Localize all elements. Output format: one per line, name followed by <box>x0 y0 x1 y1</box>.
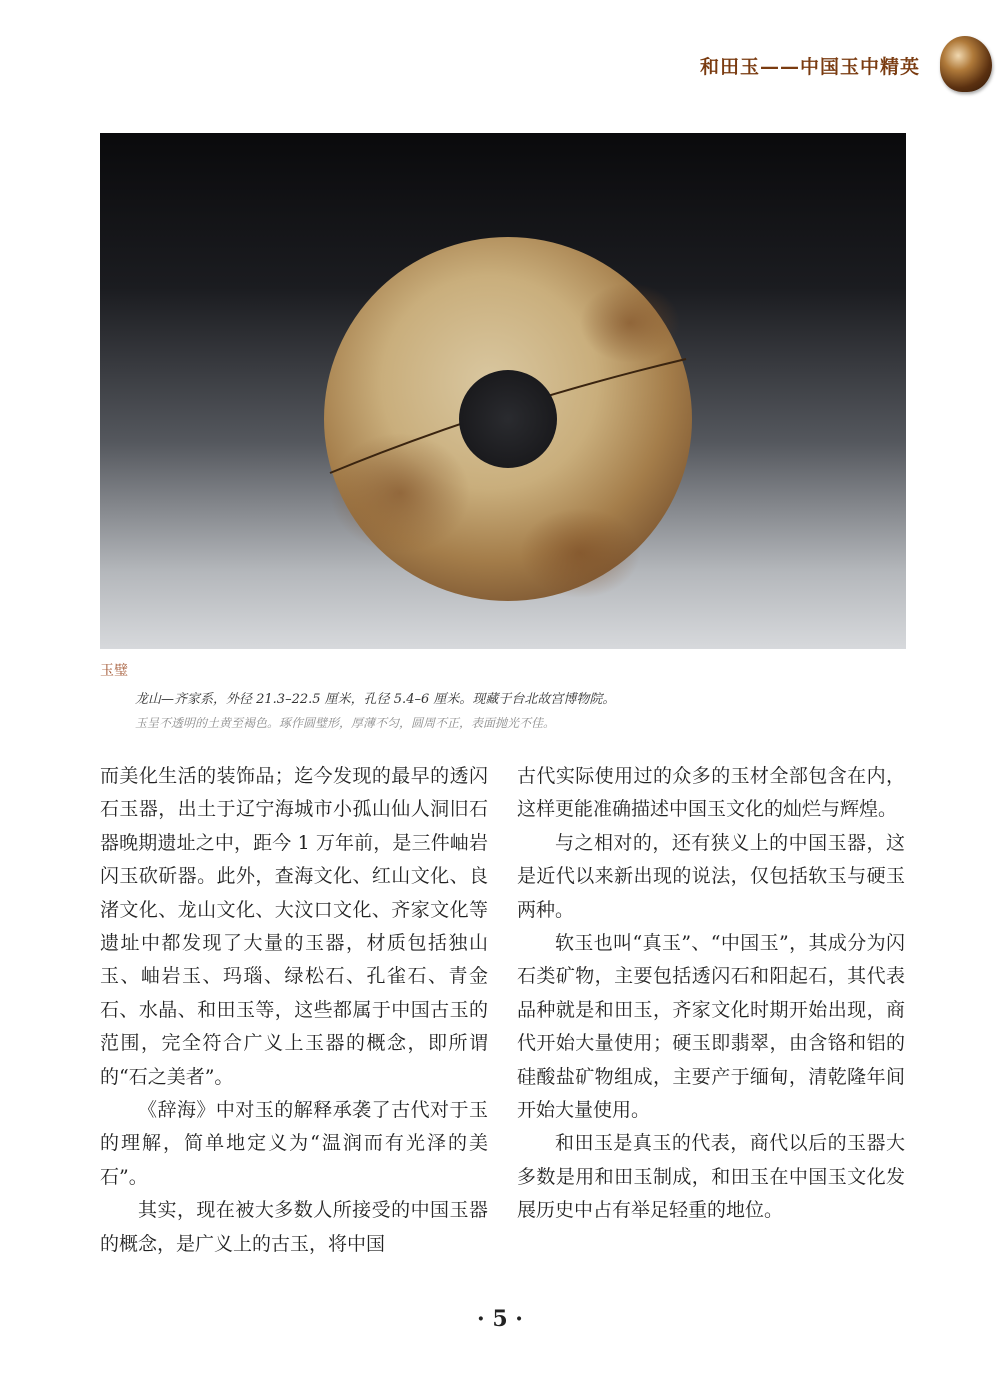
jade-stone-icon <box>940 36 992 92</box>
right-column <box>517 760 905 1228</box>
figure-title: 玉璧 <box>100 663 128 679</box>
header-title: 和田玉——中国玉中精英 <box>699 55 920 78</box>
paragraph: 和田玉是真玉的代表，商代以后的玉器大多数是用和田玉制成，和田玉在中国玉文化发展历史中占有举足轻重的地位。 <box>517 1132 905 1222</box>
jade-bi-disc-image <box>100 133 906 649</box>
paragraph: 其实，现在被大多数人所接受的中国玉器的概念，是广义上的古玉，将中国 <box>100 1199 488 1255</box>
paragraph: 而美化生活的装饰品；迄今发现的最早的透闪石玉器，出土于辽宁海城市小孤山仙人洞旧石器晚期遗址之中，距今 1 万年前，是三件岫岩闪玉砍斫器。此外，查海文化、红山文化、良渚文化、龙山文化、大汶口文化、齐家文化等遗址中都发现了大量的玉器，材质包括独山玉、岫岩玉、玛瑙、绿松石、孔雀石、青金石、水晶、和田玉等，这些都属于中国古玉的范围，完全符合广义上玉器的概念，即所谓的“石之美者”。 <box>100 765 488 1088</box>
left-column <box>100 760 488 1261</box>
paragraph: 与之相对的，还有狭义上的中国玉器，这是近代以来新出现的说法，仅包括软玉与硬玉两种。 <box>517 831 905 921</box>
page-number: · 5 · <box>477 1306 523 1332</box>
paragraph: 古代实际使用过的众多的玉材全部包含在内，这样更能准确描述中国玉文化的灿烂与辉煌。 <box>517 765 905 821</box>
figure-caption-line-2: 玉呈不透明的土黄至褐色。琢作圆璧形，厚薄不匀，圆周不正，表面抛光不佳。 <box>135 716 556 730</box>
figure-caption-line-1: 龙山—齐家系，外径 21.3–22.5 厘米，孔径 5.4–6 厘米。现藏于台北故宫博物院。 <box>135 692 616 707</box>
running-header <box>700 40 930 90</box>
jade-bi-photo <box>100 133 906 649</box>
paragraph: 《辞海》中对玉的解释承袭了古代对于玉的理解，简单地定义为“温润而有光泽的美石”。 <box>100 1099 488 1188</box>
paragraph: 软玉也叫“真玉”、“中国玉”，其成分为闪石类矿物，主要包括透闪石和阳起石，其代表品种就是和田玉，齐家文化时期开始出现，商代开始大量使用；硬玉即翡翠，由含铬和铝的硅酸盐矿物组成，主要产于缅甸，清乾隆年间开始大量使用。 <box>517 932 905 1122</box>
